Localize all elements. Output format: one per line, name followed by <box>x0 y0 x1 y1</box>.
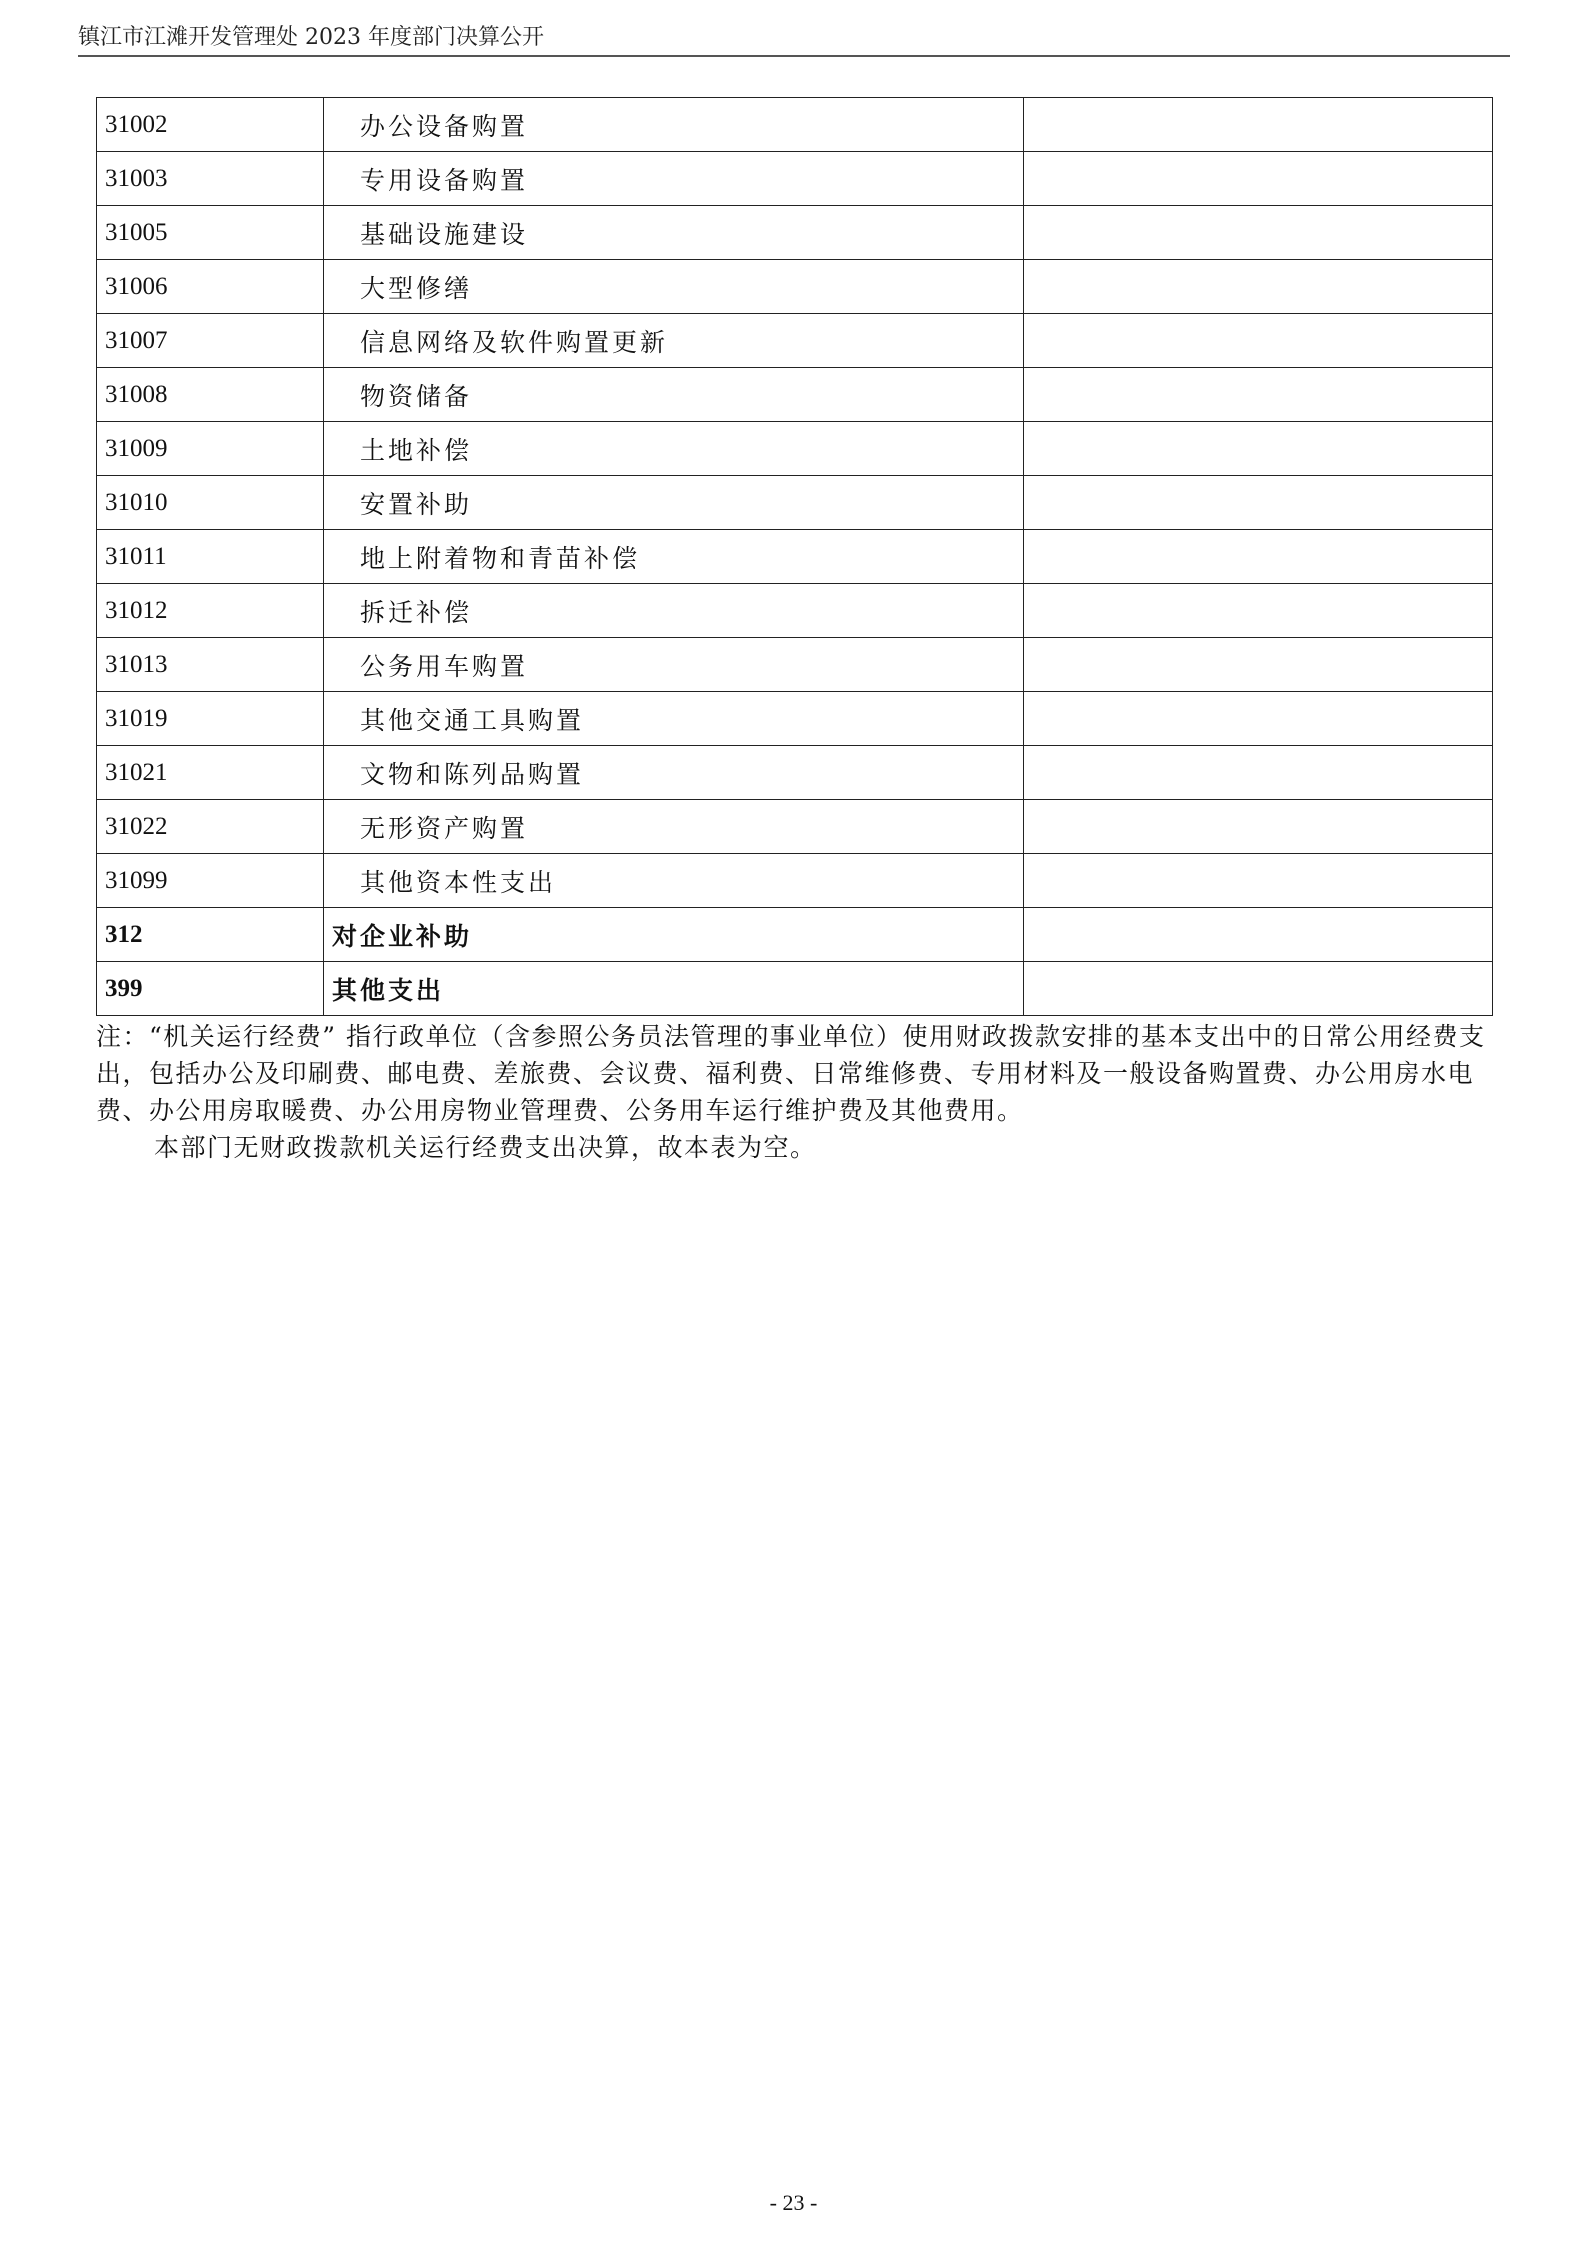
row-code: 31099 <box>97 854 324 908</box>
table-row <box>97 692 1493 746</box>
row-name: 基础设施建设 <box>324 206 1024 260</box>
row-value <box>1024 476 1493 530</box>
row-name: 公务用车购置 <box>324 638 1024 692</box>
table-row <box>97 476 1493 530</box>
row-code: 31010 <box>97 476 324 530</box>
row-code: 31002 <box>97 98 324 152</box>
row-name: 安置补助 <box>324 476 1024 530</box>
row-code: 31011 <box>97 530 324 584</box>
row-value <box>1024 314 1493 368</box>
row-code: 31009 <box>97 422 324 476</box>
row-code: 31003 <box>97 152 324 206</box>
row-name: 物资储备 <box>324 368 1024 422</box>
table-row <box>97 638 1493 692</box>
row-value <box>1024 260 1493 314</box>
row-name: 其他交通工具购置 <box>324 692 1024 746</box>
document-header-title: 镇江市江滩开发管理处 2023 年度部门决算公开 <box>78 25 544 50</box>
row-value <box>1024 422 1493 476</box>
row-code: 31019 <box>97 692 324 746</box>
row-name: 文物和陈列品购置 <box>324 746 1024 800</box>
row-value <box>1024 800 1493 854</box>
row-name: 专用设备购置 <box>324 152 1024 206</box>
table-row <box>97 854 1493 908</box>
row-name: 大型修缮 <box>324 260 1024 314</box>
row-name: 土地补偿 <box>324 422 1024 476</box>
row-name: 对企业补助 <box>324 908 1024 962</box>
row-code: 31013 <box>97 638 324 692</box>
expenditure-table <box>96 97 1493 1016</box>
row-code: 31006 <box>97 260 324 314</box>
table-row <box>97 746 1493 800</box>
table-row <box>97 152 1493 206</box>
table-row <box>97 98 1493 152</box>
row-name: 其他支出 <box>324 962 1024 1016</box>
row-value <box>1024 206 1493 260</box>
row-name: 地上附着物和青苗补偿 <box>324 530 1024 584</box>
row-value <box>1024 962 1493 1016</box>
row-value <box>1024 692 1493 746</box>
table-row <box>97 584 1493 638</box>
table-row <box>97 422 1493 476</box>
table-row <box>97 530 1493 584</box>
row-code: 31022 <box>97 800 324 854</box>
table-row <box>97 206 1493 260</box>
note-empty-statement: 本部门无财政拨款机关运行经费支出决算，故本表为空。 <box>154 1133 817 1162</box>
row-value <box>1024 152 1493 206</box>
row-value <box>1024 746 1493 800</box>
row-code: 31021 <box>97 746 324 800</box>
table-row <box>97 800 1493 854</box>
note-definition: 注：“机关运行经费” 指行政单位（含参照公务员法管理的事业单位）使用财政拨款安排的基本支出中的日常公用经费支出，包括办公及印刷费、邮电费、差旅费、会议费、福利费、日常维修费、专用材料及一般设备购置费、办公用房水电费、办公用房取暖费、办公用房物业管理费、公务用车运行维护费及其他费用。 <box>96 1022 1486 1125</box>
row-value <box>1024 854 1493 908</box>
page-number: - 23 - <box>769 2190 818 2215</box>
row-name: 拆迁补偿 <box>324 584 1024 638</box>
row-code: 399 <box>97 962 324 1016</box>
row-code: 31007 <box>97 314 324 368</box>
row-code: 31012 <box>97 584 324 638</box>
row-name: 无形资产购置 <box>324 800 1024 854</box>
row-value <box>1024 584 1493 638</box>
row-code: 312 <box>97 908 324 962</box>
table-row <box>97 260 1493 314</box>
table-row-category <box>97 962 1493 1016</box>
row-name: 办公设备购置 <box>324 98 1024 152</box>
row-name: 其他资本性支出 <box>324 854 1024 908</box>
header-divider <box>78 55 1510 57</box>
row-value <box>1024 98 1493 152</box>
row-value <box>1024 638 1493 692</box>
table-note <box>96 1018 1506 1166</box>
table-row <box>97 368 1493 422</box>
table-row <box>97 314 1493 368</box>
row-name: 信息网络及软件购置更新 <box>324 314 1024 368</box>
table-row-category <box>97 908 1493 962</box>
row-value <box>1024 908 1493 962</box>
row-value <box>1024 368 1493 422</box>
row-value <box>1024 530 1493 584</box>
row-code: 31008 <box>97 368 324 422</box>
row-code: 31005 <box>97 206 324 260</box>
